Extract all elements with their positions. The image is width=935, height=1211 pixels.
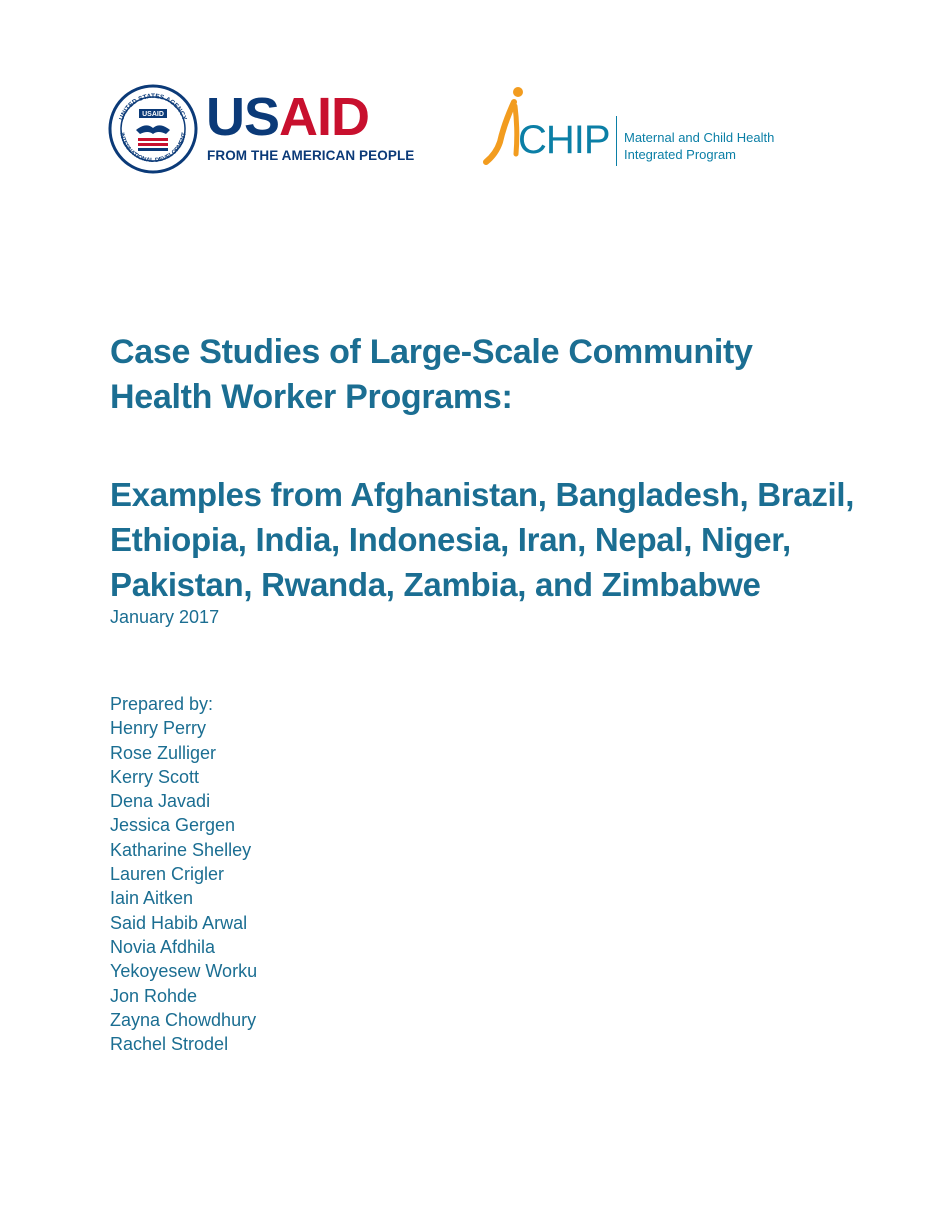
author-name: Zayna Chowdhury xyxy=(110,1009,257,1030)
svg-text:INTERNATIONAL DEVELOPMENT: INTERNATIONAL DEVELOPMENT xyxy=(118,132,188,165)
author-name: Dena Javadi xyxy=(110,791,211,812)
author-name: Iain Aitken xyxy=(110,888,194,909)
document-subtitle-line1: Examples from Afghanistan, Bangladesh, Brazil, xyxy=(110,476,855,513)
svg-text:UNITED STATES AGENCY: UNITED STATES AGENCY xyxy=(118,93,188,122)
mchip-subtitle-line2: Integrated Program xyxy=(624,147,737,162)
usaid-wordmark xyxy=(206,87,370,147)
document-title xyxy=(110,330,870,420)
authors-section xyxy=(110,692,257,1056)
author-name: Rachel Strodel xyxy=(110,1034,229,1055)
document-title-line1: Case Studies of Large-Scale Community xyxy=(110,333,753,371)
svg-text:USAID: USAID xyxy=(142,111,164,118)
author-name: Said Habib Arwal xyxy=(110,912,248,933)
logo-row xyxy=(108,84,808,179)
author-name: Rose Zulliger xyxy=(110,742,217,763)
author-name: Novia Afdhila xyxy=(110,936,216,957)
mchip-subtitle-line1: Maternal and Child Health xyxy=(624,130,775,145)
usaid-tagline: FROM THE AMERICAN PEOPLE xyxy=(207,148,415,163)
author-name: Katharine Shelley xyxy=(110,839,252,860)
usaid-seal-logo xyxy=(108,84,198,174)
authors-heading: Prepared by: xyxy=(110,694,214,714)
document-title-line2: Health Worker Programs: xyxy=(110,378,513,416)
usaid-wordmark-us: US xyxy=(206,87,280,147)
document-subtitle-line2: Ethiopia, India, Indonesia, Iran, Nepal, Niger, xyxy=(110,521,791,558)
authors-list xyxy=(110,716,257,1056)
document-subtitle-line3: Pakistan, Rwanda, Zambia, and Zimbabwe xyxy=(110,566,761,603)
author-name: Henry Perry xyxy=(110,718,207,739)
document-date: January 2017 xyxy=(110,607,220,627)
author-name: Yekoyesew Worku xyxy=(110,961,258,982)
author-name: Jessica Gergen xyxy=(110,815,236,836)
author-name: Lauren Crigler xyxy=(110,864,225,885)
mchip-wordmark: CHIP xyxy=(518,118,610,162)
author-name: Jon Rohde xyxy=(110,985,198,1006)
document-subtitle xyxy=(110,472,870,607)
mchip-subtitle xyxy=(624,129,774,163)
mchip-divider xyxy=(616,116,617,166)
author-name: Kerry Scott xyxy=(110,766,200,787)
title-block xyxy=(110,330,870,603)
usaid-wordmark-aid: AID xyxy=(279,87,370,147)
